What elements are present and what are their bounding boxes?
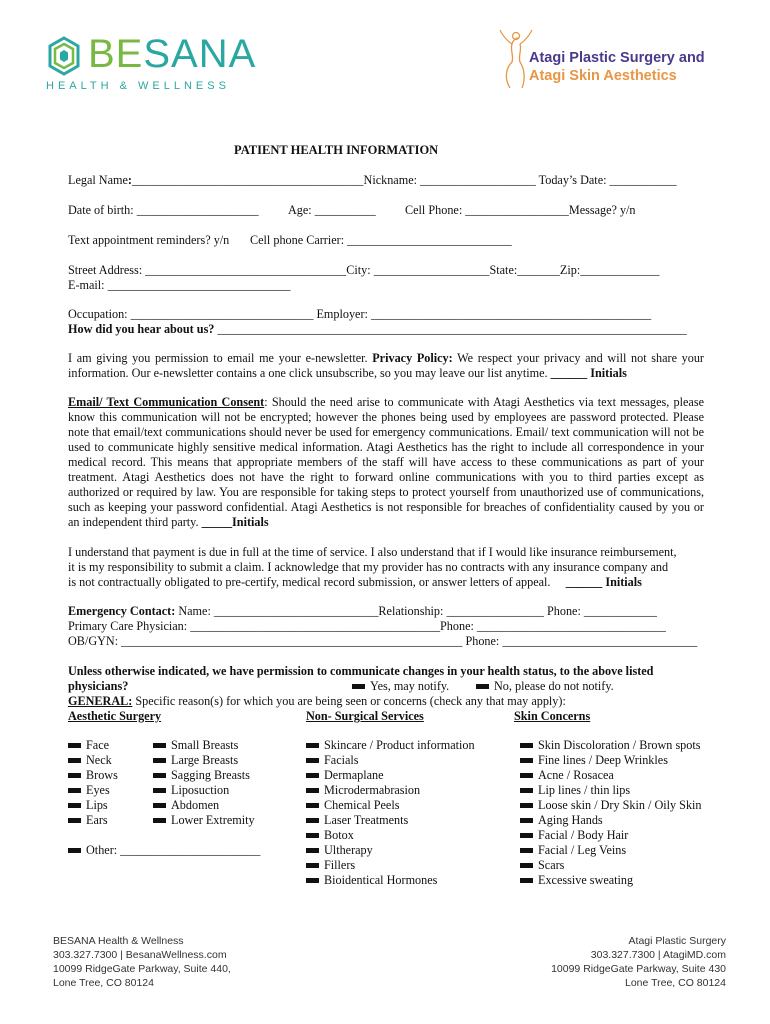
checklist-item[interactable]: [520, 828, 702, 843]
footer-line: Atagi Plastic Surgery: [628, 935, 726, 947]
pcp-line[interactable]: Primary Care Physician: _________________________________________Phone: _______________________________: [68, 619, 666, 633]
checklist-item[interactable]: [520, 738, 702, 753]
atagi-logo: [496, 28, 736, 98]
checkbox[interactable]: [68, 758, 81, 763]
other-checkbox[interactable]: [68, 848, 81, 853]
checkbox[interactable]: [153, 818, 166, 823]
hear-about-line[interactable]: How did you hear about us? _____________________________________________________________________________: [68, 322, 687, 336]
yes-notify-option[interactable]: Yes, may notify.: [352, 679, 449, 694]
checkbox[interactable]: [520, 863, 533, 868]
checkbox[interactable]: [520, 758, 533, 763]
footer-line: BESANA Health & Wellness: [53, 935, 184, 947]
checklist-item[interactable]: [306, 783, 475, 798]
checklist-item[interactable]: [306, 738, 475, 753]
newsletter-initials[interactable]: ______ Initials: [550, 366, 627, 380]
carrier-field[interactable]: Cell phone Carrier: ___________________________: [250, 233, 512, 247]
checklist-label: Large Breasts: [171, 753, 239, 767]
text-reminders-field[interactable]: Text appointment reminders? y/n: [68, 233, 230, 247]
besana-logo: [44, 32, 257, 94]
checklist-item[interactable]: [520, 843, 702, 858]
checklist-label: Facial / Body Hair: [538, 828, 629, 842]
age-field[interactable]: Age: __________: [288, 203, 376, 217]
checkbox[interactable]: [520, 878, 533, 883]
checklist-label: Facial / Leg Veins: [538, 843, 627, 857]
checklist-item[interactable]: [68, 753, 118, 768]
checklist-label: Liposuction: [171, 783, 230, 797]
checkbox[interactable]: [68, 773, 81, 778]
no-checkbox[interactable]: [476, 684, 489, 689]
newsletter-paragraph: I am giving you permission to email me your e-newsletter. Privacy Policy: We respect your privacy and will not share your information. Our e-newsletter contains a one click unsubscribe, so you may leave our list anytime. ______ Initials: [68, 351, 704, 380]
checkbox[interactable]: [153, 803, 166, 808]
checklist-item[interactable]: [306, 813, 475, 828]
col-aesthetic-2: [153, 738, 255, 828]
checklist-item[interactable]: [153, 798, 255, 813]
checkbox[interactable]: [68, 818, 81, 823]
footer-line: 303.327.7300 | AtagiMD.com: [590, 949, 726, 961]
checklist-item[interactable]: [68, 738, 118, 753]
checkbox[interactable]: [153, 743, 166, 748]
checklist-label: Lower Extremity: [171, 813, 255, 827]
checklist-item[interactable]: [153, 738, 255, 753]
footer-besana: [53, 934, 231, 990]
checkbox[interactable]: [520, 743, 533, 748]
footer-atagi: [551, 934, 726, 990]
checklist-item[interactable]: [306, 798, 475, 813]
checklist-item[interactable]: [520, 768, 702, 783]
checklist-label: Abdomen: [171, 798, 220, 812]
besana-sana: SANA: [143, 32, 257, 76]
checklist-label: Sagging Breasts: [171, 768, 250, 782]
checklist-item[interactable]: [520, 753, 702, 768]
checklist-item[interactable]: [153, 768, 255, 783]
checkbox[interactable]: [153, 758, 166, 763]
yes-checkbox[interactable]: [352, 684, 365, 689]
checkbox[interactable]: [306, 863, 319, 868]
checklist-item[interactable]: [306, 753, 475, 768]
checkbox[interactable]: [306, 758, 319, 763]
checklist-item[interactable]: [306, 858, 475, 873]
besana-be: BE: [88, 32, 144, 76]
cell-phone-field[interactable]: Cell Phone: _________________Message? y/n: [405, 203, 636, 217]
hdr-non-surgical: Non- Surgical Services: [306, 709, 424, 723]
obgyn-line[interactable]: OB/GYN: ________________________________________________________ Phone: ________________________________: [68, 634, 698, 648]
checklist-item[interactable]: [68, 783, 118, 798]
legal-name-line[interactable]: Legal Name:______________________________________Nickname: ___________________ Today’s Date: ___________: [68, 173, 677, 187]
checkbox[interactable]: [520, 848, 533, 853]
checklist-item[interactable]: [520, 873, 702, 888]
checklist-item[interactable]: [306, 843, 475, 858]
checkbox[interactable]: [520, 833, 533, 838]
checkbox[interactable]: [153, 788, 166, 793]
footer-line: 303.327.7300 | BesanaWellness.com: [53, 949, 227, 961]
checklist-label: Acne / Rosacea: [538, 768, 614, 782]
checkbox[interactable]: [306, 848, 319, 853]
hdr-skin-concerns: Skin Concerns: [514, 709, 591, 723]
checklist-label: Brows: [86, 768, 118, 782]
permission-line2: physicians?: [68, 679, 129, 693]
checklist-label: Ears: [86, 813, 108, 827]
consent-paragraph: Email/ Text Communication Consent: Should the need arise to communicate with Atagi Aesthetics via text messages, please know this communication will not be encrypted; however the phones being used by employees are password protected. Please note that email/text communications should never be used for emergency communications. Email/ text communication will not be used to communicate highly sensitive medical information. Atagi Aesthetics has the right to include all correspondence in your medical record. This means that appropriate members of the staff will have access to these communications as part of your treatment. Atagi Aesthetics does not have the right to forward online communications with you to third parties except as authorized or required by law. You are responsible for taking steps to protect yourself from unauthorized use of communications, such as keeping your password confidential. Atagi Aesthetics is not responsible for breaches of confidentiality caused by you or an independent third party. _____Initials: [68, 395, 704, 529]
checklist-label: Neck: [86, 753, 112, 767]
atagi-line1: Atagi Plastic Surgery and: [529, 50, 705, 66]
col-non-surgical: [306, 738, 475, 888]
col-skin-concerns: [520, 738, 702, 888]
checklist-item[interactable]: [306, 828, 475, 843]
checklist-label: Loose skin / Dry Skin / Oily Skin: [538, 798, 702, 812]
checkbox[interactable]: [306, 833, 319, 838]
checklist-item[interactable]: [306, 768, 475, 783]
payment-initials[interactable]: ______ Initials: [565, 575, 642, 589]
checklist-label: Skincare / Product information: [324, 738, 475, 752]
checklist-label: Dermaplane: [324, 768, 384, 782]
checklist-label: Eyes: [86, 783, 110, 797]
payment-paragraph: I understand that payment is due in full at the time of service. I also understand that if I would like insurance reimbursement, it is my responsibility to submit a claim. I acknowledge that my provider has no contracts with any insurance company and is not contractually obligated to pre-certify, medical record submission, or answer letters of appeal. ______ Initials: [68, 545, 677, 589]
no-notify-option[interactable]: No, please do not notify.: [476, 679, 614, 694]
besana-lotus-icon: [44, 36, 84, 76]
checklist-item[interactable]: [520, 813, 702, 828]
footer-line: 10099 RidgeGate Parkway, Suite 440,: [53, 963, 231, 975]
checklist-label: Ultherapy: [324, 843, 373, 857]
checklist-label: Lip lines / thin lips: [538, 783, 631, 797]
checklist-item[interactable]: [306, 873, 475, 888]
checklist-item[interactable]: [520, 783, 702, 798]
consent-initials[interactable]: _____Initials: [201, 515, 269, 529]
checklist-item[interactable]: [520, 798, 702, 813]
checklist-item[interactable]: [153, 753, 255, 768]
checklist-label: Skin Discoloration / Brown spots: [538, 738, 701, 752]
checklist-label: Face: [86, 738, 110, 752]
dob-field[interactable]: Date of birth: ____________________: [68, 203, 259, 217]
checklist-label: Laser Treatments: [324, 813, 409, 827]
checkbox[interactable]: [306, 803, 319, 808]
checkbox[interactable]: [520, 773, 533, 778]
checklist-label: Facials: [324, 753, 359, 767]
checkbox[interactable]: [520, 818, 533, 823]
hdr-aesthetic-surgery: Aesthetic Surgery: [68, 709, 162, 723]
checkbox[interactable]: [520, 803, 533, 808]
atagi-line2: Atagi Skin Aesthetics: [529, 68, 677, 84]
checklist-item[interactable]: [153, 813, 255, 828]
checkbox[interactable]: [306, 788, 319, 793]
checklist-label: Chemical Peels: [324, 798, 400, 812]
checkbox[interactable]: [68, 788, 81, 793]
checklist-label: Microdermabrasion: [324, 783, 421, 797]
checkbox[interactable]: [306, 818, 319, 823]
occupation-line[interactable]: Occupation: ______________________________ Employer: ______________________________________________: [68, 307, 652, 321]
general-line: GENERAL: Specific reason(s) for which you are being seen or concerns (check any that may apply):: [68, 694, 566, 708]
checklist-label: Lips: [86, 798, 108, 812]
checkbox[interactable]: [153, 773, 166, 778]
checkbox[interactable]: [520, 788, 533, 793]
checklist-item[interactable]: [68, 768, 118, 783]
checklist-label: Small Breasts: [171, 738, 239, 752]
checklist-label: Botox: [324, 828, 354, 842]
street-address-line[interactable]: Street Address: _________________________________City: ___________________State:_______Zip:_____________: [68, 263, 660, 277]
footer-line: Lone Tree, CO 80124: [53, 977, 154, 989]
checklist-label: Scars: [538, 858, 565, 872]
checkbox[interactable]: [306, 878, 319, 883]
checklist-label: Bioidentical Hormones: [324, 873, 438, 887]
footer-line: 10099 RidgeGate Parkway, Suite 430: [551, 963, 726, 975]
email-field[interactable]: E-mail: ______________________________: [68, 278, 291, 292]
form-title: PATIENT HEALTH INFORMATION: [234, 143, 439, 157]
col-aesthetic-1: [68, 738, 118, 828]
footer-line: Lone Tree, CO 80124: [625, 977, 726, 989]
checkbox[interactable]: [68, 803, 81, 808]
checkbox[interactable]: [306, 743, 319, 748]
other-option[interactable]: Other: _______________________: [68, 843, 260, 858]
checklist-item[interactable]: [153, 783, 255, 798]
checklist-item[interactable]: [68, 798, 118, 813]
checklist-label: Aging Hands: [538, 813, 603, 827]
checkbox[interactable]: [68, 743, 81, 748]
besana-tagline: HEALTH & WELLNESS: [46, 80, 230, 92]
checklist-label: Excessive sweating: [538, 873, 634, 887]
emergency-contact-line[interactable]: Emergency Contact: Name: ___________________________Relationship: ________________ Phone: ____________: [68, 604, 658, 618]
checkbox[interactable]: [306, 773, 319, 778]
permission-line1: Unless otherwise indicated, we have permission to communicate changes in your health status, to the above listed: [68, 664, 654, 678]
checklist-item[interactable]: [68, 813, 118, 828]
checklist-label: Fillers: [324, 858, 356, 872]
checklist-label: Fine lines / Deep Wrinkles: [538, 753, 668, 767]
checklist-item[interactable]: [520, 858, 702, 873]
